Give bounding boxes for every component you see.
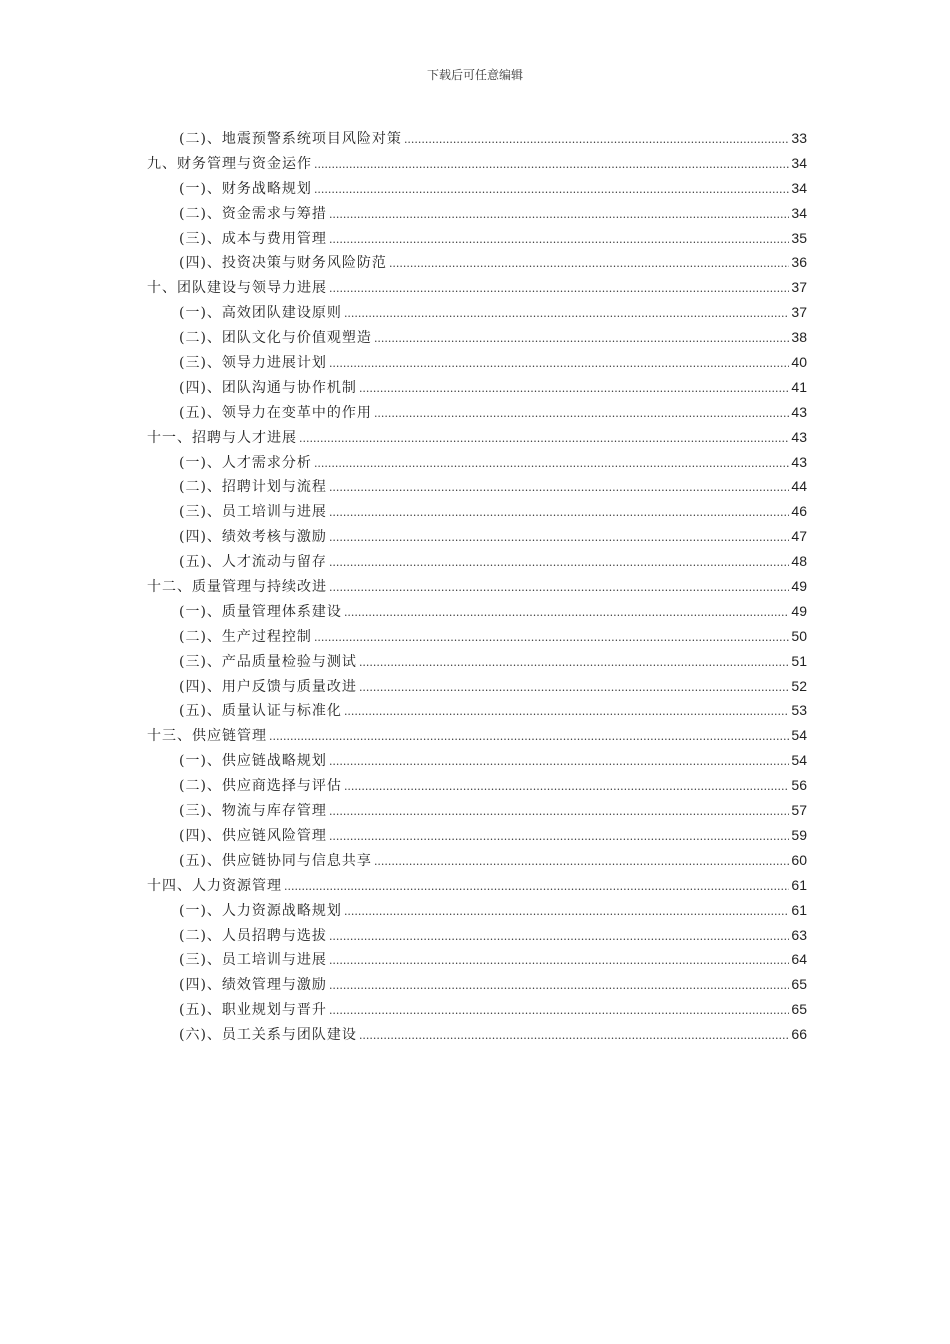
toc-entry-page-number: 54 (791, 752, 807, 769)
toc-leader-dots (404, 128, 789, 153)
toc-entry[interactable] (147, 524, 807, 549)
toc-entry-page-number: 43 (791, 403, 807, 420)
toc-entry-page-number: 43 (791, 453, 807, 470)
toc-leader-dots (344, 302, 789, 327)
toc-entry-title: (二)、团队文化与价值观塑造 (179, 330, 372, 347)
toc-leader-dots (329, 576, 789, 601)
toc-entry[interactable] (147, 798, 807, 823)
toc-entry-page-number: 49 (791, 578, 807, 595)
toc-entry-title: 十三、供应链管理 (147, 728, 267, 745)
toc-entry-title: (三)、员工培训与进展 (179, 952, 327, 969)
toc-leader-dots (314, 452, 789, 477)
toc-entry-title: (六)、员工关系与团队建设 (179, 1027, 357, 1044)
toc-leader-dots (344, 900, 789, 925)
toc-entry-page-number: 60 (791, 851, 807, 868)
toc-entry-page-number: 34 (791, 179, 807, 196)
toc-leader-dots (329, 526, 789, 551)
toc-entry-page-number: 34 (791, 154, 807, 171)
toc-entry[interactable] (147, 624, 807, 649)
toc-leader-dots (329, 352, 789, 377)
toc-entry-title: (三)、员工培训与进展 (179, 504, 327, 521)
toc-entry-title: (三)、产品质量检验与测试 (179, 653, 357, 670)
toc-entry[interactable] (147, 474, 807, 499)
toc-entry-page-number: 61 (791, 901, 807, 918)
toc-leader-dots (374, 850, 789, 875)
toc-entry-title: (一)、高效团队建设原则 (179, 305, 342, 322)
toc-leader-dots (329, 974, 789, 999)
toc-entry-page-number: 57 (791, 802, 807, 819)
toc-entry[interactable] (147, 549, 807, 574)
page-header: 下载后可任意编辑 (426, 68, 523, 82)
toc-leader-dots (329, 825, 789, 850)
toc-entry[interactable] (147, 947, 807, 972)
toc-leader-dots (329, 925, 789, 950)
toc-leader-dots (314, 626, 789, 651)
toc-entry-title: (一)、财务战略规划 (179, 180, 312, 197)
toc-entry[interactable] (147, 823, 807, 848)
toc-entry-page-number: 52 (791, 677, 807, 694)
toc-entry-title: (三)、领导力进展计划 (179, 355, 327, 372)
toc-entry-page-number: 59 (791, 826, 807, 843)
toc-entry[interactable] (147, 972, 807, 997)
toc-entry-title: (二)、资金需求与筹措 (179, 205, 327, 222)
toc-entry-page-number: 40 (791, 354, 807, 371)
toc-leader-dots (359, 377, 789, 402)
toc-entry-title: (一)、质量管理体系建设 (179, 603, 342, 620)
toc-entry[interactable] (147, 300, 807, 325)
toc-entry-page-number: 54 (791, 727, 807, 744)
toc-entry[interactable] (147, 275, 807, 300)
toc-entry-title: 十四、人力资源管理 (147, 877, 282, 894)
toc-leader-dots (314, 178, 789, 203)
toc-entry[interactable] (147, 574, 807, 599)
toc-entry-page-number: 53 (791, 702, 807, 719)
toc-entry-page-number: 65 (791, 976, 807, 993)
toc-entry[interactable] (147, 250, 807, 275)
toc-entry[interactable] (147, 375, 807, 400)
toc-leader-dots (329, 750, 789, 775)
toc-leader-dots (374, 402, 789, 427)
toc-entry-title: (二)、地震预警系统项目风险对策 (179, 131, 402, 147)
toc-entry-title: (二)、人员招聘与选拔 (179, 927, 327, 944)
toc-entry-page-number: 34 (791, 204, 807, 221)
toc-entry[interactable] (147, 698, 807, 723)
toc-entry-page-number: 33 (791, 130, 807, 146)
toc-leader-dots (344, 601, 789, 626)
toc-entry[interactable] (147, 126, 807, 151)
toc-entry-page-number: 56 (791, 777, 807, 794)
toc-entry[interactable] (147, 674, 807, 699)
toc-entry-page-number: 38 (791, 329, 807, 346)
toc-entry-title: (一)、人才需求分析 (179, 454, 312, 471)
toc-entry-page-number: 49 (791, 602, 807, 619)
toc-leader-dots (299, 427, 789, 452)
toc-entry-title: 十、团队建设与领导力进展 (147, 280, 327, 297)
toc-entry[interactable] (147, 1022, 807, 1047)
toc-entry[interactable] (147, 898, 807, 923)
toc-entry-title: (三)、成本与费用管理 (179, 230, 327, 247)
toc-entry-page-number: 64 (791, 951, 807, 968)
toc-entry-page-number: 48 (791, 553, 807, 570)
toc-leader-dots (329, 476, 789, 501)
toc-leader-dots (314, 153, 789, 178)
toc-entry-page-number: 41 (791, 378, 807, 395)
toc-leader-dots (329, 501, 789, 526)
table-of-contents (147, 126, 807, 1047)
toc-leader-dots (344, 775, 789, 800)
toc-entry[interactable] (147, 325, 807, 350)
toc-entry-title: (四)、绩效管理与激励 (179, 977, 327, 994)
toc-entry-page-number: 36 (791, 254, 807, 271)
toc-entry[interactable] (147, 773, 807, 798)
toc-entry-page-number: 43 (791, 428, 807, 445)
toc-leader-dots (329, 551, 789, 576)
toc-entry-page-number: 44 (791, 478, 807, 495)
toc-entry-title: (二)、供应商选择与评估 (179, 778, 342, 795)
toc-entry-title: (四)、投资决策与财务风险防范 (179, 255, 387, 272)
toc-entry[interactable] (147, 176, 807, 201)
toc-entry[interactable] (147, 873, 807, 898)
toc-entry[interactable] (147, 201, 807, 226)
toc-leader-dots (269, 725, 789, 750)
toc-entry[interactable] (147, 649, 807, 674)
toc-entry-title: 十一、招聘与人才进展 (147, 429, 297, 446)
toc-entry[interactable] (147, 723, 807, 748)
toc-entry[interactable] (147, 151, 807, 176)
toc-entry-title: (三)、物流与库存管理 (179, 803, 327, 820)
toc-entry-title: (四)、供应链风险管理 (179, 827, 327, 844)
toc-entry[interactable] (147, 499, 807, 524)
toc-entry-title: (四)、团队沟通与协作机制 (179, 379, 357, 396)
toc-entry-page-number: 51 (791, 652, 807, 669)
toc-entry-title: (五)、质量认证与标准化 (179, 703, 342, 720)
toc-leader-dots (374, 327, 789, 352)
toc-entry[interactable] (147, 425, 807, 450)
toc-entry-title: (四)、用户反馈与质量改进 (179, 678, 357, 695)
toc-leader-dots (329, 800, 789, 825)
toc-entry[interactable] (147, 226, 807, 251)
toc-entry-title: (五)、领导力在变革中的作用 (179, 404, 372, 421)
toc-entry-title: (五)、供应链协同与信息共享 (179, 852, 372, 869)
toc-entry-page-number: 63 (791, 926, 807, 943)
toc-leader-dots (329, 228, 789, 253)
toc-entry-title: (二)、生产过程控制 (179, 628, 312, 645)
toc-entry-page-number: 47 (791, 528, 807, 545)
toc-leader-dots (359, 1024, 789, 1049)
toc-entry-page-number: 50 (791, 627, 807, 644)
toc-entry-page-number: 61 (791, 876, 807, 893)
toc-entry-title: 九、财务管理与资金运作 (147, 155, 312, 172)
toc-entry-page-number: 46 (791, 503, 807, 520)
toc-leader-dots (329, 203, 789, 228)
toc-entry[interactable] (147, 350, 807, 375)
toc-entry-page-number: 65 (791, 1001, 807, 1018)
toc-entry-title: (四)、绩效考核与激励 (179, 529, 327, 546)
toc-leader-dots (344, 700, 789, 725)
toc-entry-title: (五)、职业规划与晋升 (179, 1002, 327, 1019)
toc-entry[interactable] (147, 997, 807, 1022)
toc-leader-dots (329, 949, 789, 974)
toc-entry-title: (一)、供应链战略规划 (179, 753, 327, 770)
toc-entry-title: (五)、人才流动与留存 (179, 554, 327, 571)
toc-entry-title: (一)、人力资源战略规划 (179, 902, 342, 919)
toc-entry-page-number: 66 (791, 1026, 807, 1043)
toc-entry-page-number: 35 (791, 229, 807, 246)
toc-entry-page-number: 37 (791, 304, 807, 321)
toc-leader-dots (359, 676, 789, 701)
toc-leader-dots (389, 252, 789, 277)
toc-entry[interactable] (147, 923, 807, 948)
toc-entry-title: (二)、招聘计划与流程 (179, 479, 327, 496)
toc-leader-dots (329, 999, 789, 1024)
toc-entry[interactable] (147, 450, 807, 475)
toc-leader-dots (359, 651, 789, 676)
toc-entry[interactable] (147, 748, 807, 773)
toc-entry-title: 十二、质量管理与持续改进 (147, 579, 327, 596)
toc-entry-page-number: 37 (791, 279, 807, 296)
toc-leader-dots (284, 875, 789, 900)
toc-entry[interactable] (147, 848, 807, 873)
toc-entry[interactable] (147, 599, 807, 624)
toc-leader-dots (329, 277, 789, 302)
toc-entry[interactable] (147, 400, 807, 425)
